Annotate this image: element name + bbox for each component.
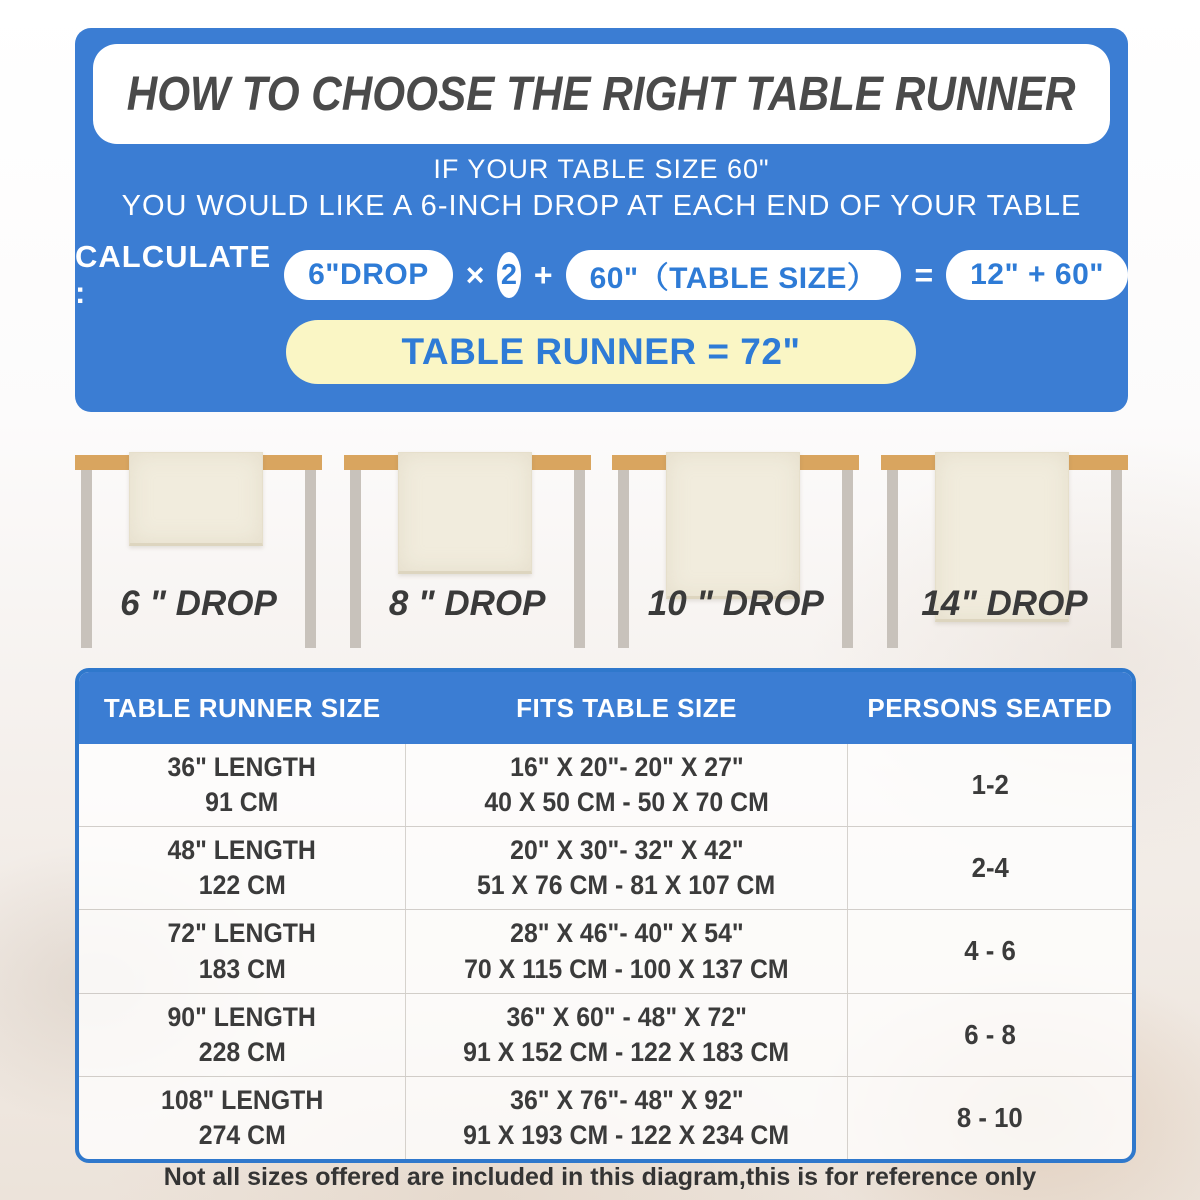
subtitle-line-2 — [75, 190, 1128, 223]
footnote — [0, 1163, 1200, 1192]
drop-figure-8 — [344, 450, 591, 650]
instruction-banner — [75, 28, 1128, 412]
cell-runner-size: 36" LENGTH 91 CM — [167, 752, 317, 818]
size-table — [75, 668, 1136, 1163]
table-size-pill: 60"（TABLE SIZE） — [566, 250, 902, 300]
plus-sign: + — [533, 256, 553, 293]
calculation-row — [75, 239, 1128, 310]
result-text: TABLE RUNNER = 72" — [401, 331, 801, 372]
drop-figure-14 — [881, 450, 1128, 650]
drop-label: 10 " DROP — [647, 584, 824, 623]
table-row — [79, 1076, 1132, 1159]
cell-persons: 2-4 — [971, 852, 1009, 884]
header-cell-persons: PERSONS SEATED — [867, 692, 1113, 723]
calculate-label: CALCULATE : — [75, 239, 272, 310]
footnote-text: Not all sizes offered are included in this diagram,this is for reference only — [163, 1163, 1037, 1191]
table-runner-cloth — [398, 452, 532, 574]
cell-persons: 6 - 8 — [964, 1018, 1016, 1050]
cell-runner-size: 108" LENGTH 274 CM — [160, 1084, 324, 1150]
times-sign: × — [465, 256, 485, 293]
result-pill — [286, 320, 916, 384]
drop-value-pill: 6"DROP — [284, 250, 453, 300]
cell-persons: 1-2 — [971, 768, 1009, 800]
cell-fits-size: 36" X 76"- 48" X 92" 91 X 193 CM - 122 X 234 CM — [405, 1077, 848, 1159]
drop-illustrations — [75, 450, 1128, 650]
cell-fits-size: 36" X 60" - 48" X 72" 91 X 152 CM - 122 X 183 CM — [405, 994, 848, 1076]
table-runner-cloth — [666, 452, 800, 599]
drop-figure-10 — [612, 450, 859, 650]
subtitle-line-2-text: YOU WOULD LIKE A 6-INCH DROP AT EACH END OF YOUR TABLE — [121, 190, 1082, 222]
drop-label: 6 " DROP — [120, 584, 277, 623]
header-cell-runner-size: TABLE RUNNER SIZE — [103, 692, 381, 723]
equals-sign: = — [914, 256, 934, 293]
cell-fits-size: 16" X 20"- 20" X 27" 40 X 50 CM - 50 X 70 CM — [405, 744, 848, 826]
size-table-body — [79, 744, 1132, 1159]
table-runner-cloth — [129, 452, 263, 546]
table-row — [79, 826, 1132, 909]
multiplier-badge: 2 — [497, 252, 520, 298]
table-row — [79, 993, 1132, 1076]
cell-persons: 8 - 10 — [957, 1101, 1024, 1133]
cell-runner-size: 90" LENGTH 228 CM — [167, 1001, 317, 1067]
cell-fits-size: 28" X 46"- 40" X 54" 70 X 115 CM - 100 X 137 CM — [405, 910, 848, 992]
drop-label: 8 " DROP — [388, 584, 546, 623]
page-title: HOW TO CHOOSE THE RIGHT TABLE RUNNER — [127, 67, 1076, 121]
table-row — [79, 909, 1132, 992]
drop-figure-6 — [75, 450, 322, 650]
cell-fits-size: 20" X 30"- 32" X 42" 51 X 76 CM - 81 X 107 CM — [405, 827, 848, 909]
header-cell-fits: FITS TABLE SIZE — [516, 692, 737, 723]
cell-runner-size: 48" LENGTH 122 CM — [167, 835, 317, 901]
table-row — [79, 744, 1132, 826]
cell-persons: 4 - 6 — [964, 935, 1016, 967]
cell-runner-size: 72" LENGTH 183 CM — [167, 918, 317, 984]
subtitle-line-1 — [75, 154, 1128, 185]
banner-title-box — [93, 44, 1110, 144]
drop-label: 14" DROP — [921, 584, 1088, 623]
subtitle-line-1-text: IF YOUR TABLE SIZE 60" — [433, 154, 770, 184]
sum-pill: 12" + 60" — [946, 250, 1128, 300]
size-table-header — [79, 672, 1132, 744]
